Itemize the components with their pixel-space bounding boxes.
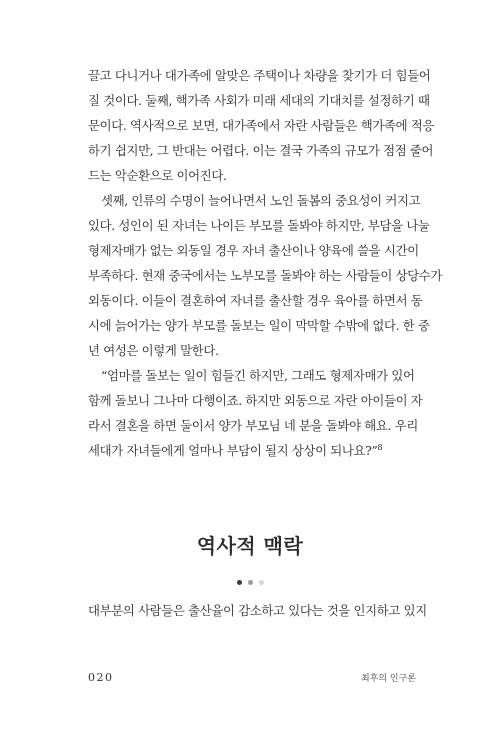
- text-line: 형제자매가 없는 외동일 경우 자녀 출산이나 양육에 쓸을 시간이: [88, 243, 419, 258]
- next-paragraph-line: 대부분의 사람들은 출산율이 감소하고 있다는 것을 인지하고 있지: [88, 603, 427, 618]
- section-divider-dots: [0, 572, 500, 591]
- text-line: 하기 쉽지만, 그 반대는 어렵다. 이는 결국 가족의 규모가 점점 줄어: [88, 143, 434, 158]
- text-line: 부족하다. 현재 중국에서는 노부모를 돌봐야 하는 사람들이 상당수가: [88, 268, 443, 283]
- text-line: “엄마를 돌보는 일이 힘들긴 하지만, 그래도 형제자매가 있어: [101, 368, 415, 383]
- text-line-with-footnote: [88, 441, 382, 461]
- text-line: 드는 악순환으로 이어진다.: [88, 168, 227, 183]
- text-line: 끌고 다니거나 대가족에 알맞은 주택이나 차량을 찾기가 더 힘들어: [88, 68, 431, 83]
- footnote-marker[interactable]: 8: [377, 442, 383, 452]
- quote-end-text: 세대가 자녀들에게 얼마나 부담이 될지 상상이 되나요?”: [88, 443, 378, 458]
- text-line: 문이다. 역사적으로 보면, 대가족에서 자란 사람들은 핵가족에 적응: [88, 118, 435, 133]
- divider-dot: [248, 580, 253, 585]
- text-line: 라서 결혼을 하면 둘이서 양가 부모님 네 분을 돌봐야 해요. 우리: [88, 418, 418, 433]
- running-title: 최후의 인구론: [360, 674, 416, 684]
- text-line: 있다. 성인이 된 자녀는 나이든 부모를 돌봐야 하지만, 부담을 나눌: [88, 218, 430, 233]
- text-line: 년 여성은 이렇게 말한다.: [88, 343, 219, 358]
- text-line: 시에 늙어가는 양가 부모를 돌보는 일이 막막할 수밖에 없다. 한 중: [88, 318, 430, 333]
- section-heading: 역사적 맥락: [196, 534, 304, 558]
- text-line: 함께 돌보니 그나마 다행이죠. 하지만 외동으로 자란 아이들이 자: [88, 393, 423, 408]
- divider-dot: [259, 580, 264, 585]
- page-number: 020: [88, 671, 114, 684]
- text-line: 외동이다. 이들이 결혼하여 자녀를 출산할 경우 육아를 하면서 동: [88, 293, 423, 308]
- text-line: 셋째, 인류의 수명이 늘어나면서 노인 돌봄의 중요성이 커지고: [101, 193, 421, 208]
- divider-dot: [237, 580, 242, 585]
- text-line: 질 것이다. 둘째, 핵가족 사회가 미래 세대의 기대치를 설정하기 때: [88, 93, 430, 108]
